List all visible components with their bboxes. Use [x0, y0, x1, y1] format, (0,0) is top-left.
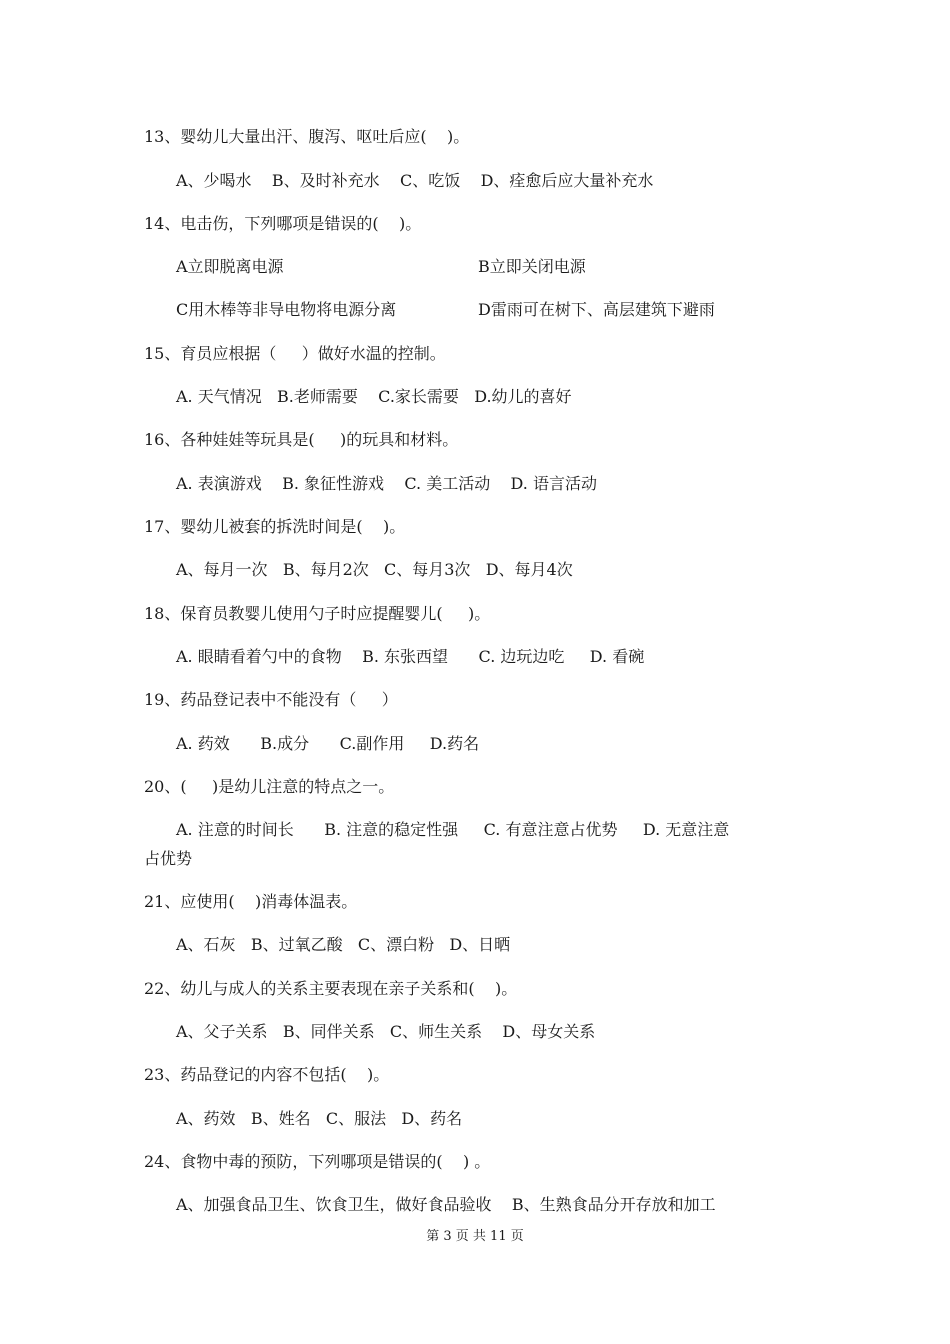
question-22-stem: 22、幼儿与成人的关系主要表现在亲子关系和( )。	[144, 979, 518, 998]
question-16-options: A. 表演游戏 B. 象征性游戏 C. 美工活动 D. 语言活动	[176, 474, 597, 493]
question-17-stem: 17、婴幼儿被套的拆洗时间是( )。	[144, 517, 406, 536]
question-15-options: A. 天气情况 B.老师需要 C.家长需要 D.幼儿的喜好	[176, 387, 572, 406]
question-19-options: A. 药效 B.成分 C.副作用 D.药名	[176, 734, 480, 753]
question-23-stem: 23、药品登记的内容不包括( )。	[144, 1065, 390, 1084]
question-16-stem: 16、各种娃娃等玩具是( )的玩具和材料。	[144, 430, 459, 449]
page-number-footer: 第 3 页 共 11 页	[426, 1229, 524, 1244]
question-17-options: A、每月一次 B、每月2次 C、每月3次 D、每月4次	[176, 560, 573, 579]
question-19-stem: 19、药品登记表中不能没有（ ）	[144, 690, 398, 709]
question-18-stem: 18、保育员教婴儿使用勺子时应提醒婴儿( )。	[144, 604, 491, 623]
question-14-stem: 14、电击伤，下列哪项是错误的( )。	[144, 214, 422, 233]
question-13-stem: 13、婴幼儿大量出汗、腹泻、呕吐后应( )。	[144, 127, 470, 146]
question-24-stem: 24、食物中毒的预防，下列哪项是错误的( ) 。	[144, 1152, 491, 1171]
question-14-option-a: A立即脱离电源	[176, 257, 284, 276]
question-14-option-b: B立即关闭电源	[478, 257, 586, 276]
question-21-stem: 21、应使用( )消毒体温表。	[144, 892, 358, 911]
question-24-options: A、加强食品卫生、饮食卫生，做好食品验收 B、生熟食品分开存放和加工	[176, 1195, 716, 1214]
question-15-stem: 15、育员应根据（ ）做好水温的控制。	[144, 344, 446, 363]
question-14-option-c: C用木棒等非导电物将电源分离	[176, 300, 397, 319]
question-20-stem: 20、( )是幼儿注意的特点之一。	[144, 777, 395, 796]
question-13-options: A、少喝水 B、及时补充水 C、吃饭 D、痊愈后应大量补充水	[176, 171, 654, 190]
question-22-options: A、父子关系 B、同伴关系 C、师生关系 D、母女关系	[176, 1022, 596, 1041]
question-21-options: A、石灰 B、过氧乙酸 C、漂白粉 D、日晒	[176, 935, 511, 954]
question-18-options: A. 眼睛看着勺中的食物 B. 东张西望 C. 边玩边吃 D. 看碗	[176, 647, 645, 666]
question-20-options: A. 注意的时间长 B. 注意的稳定性强 C. 有意注意占优势 D. 无意注意	[176, 820, 730, 839]
question-23-options: A、药效 B、姓名 C、服法 D、药名	[176, 1109, 463, 1128]
question-14-option-d: D雷雨可在树下、高层建筑下避雨	[478, 300, 715, 319]
question-20-options-wrap: 占优势	[144, 849, 193, 868]
